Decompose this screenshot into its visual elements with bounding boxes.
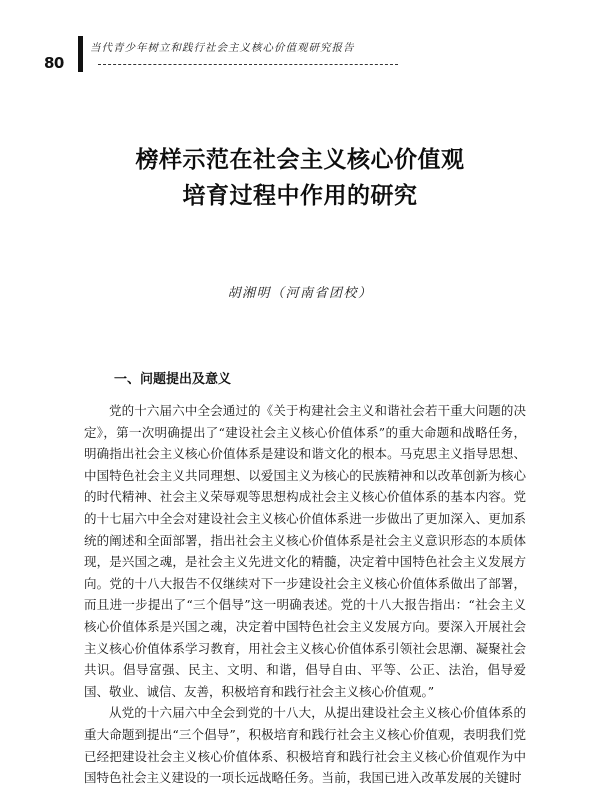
- section-heading: 一、问题提出及意义: [114, 372, 232, 387]
- title-line-2: 培育过程中作用的研究: [182, 182, 418, 209]
- title-line-1: 榜样示范在社会主义核心价值观: [135, 146, 465, 173]
- body-text: [84, 400, 526, 789]
- article-author: 胡湘明（河南省团校）: [227, 286, 373, 301]
- paragraph-1: 党的十六届六中全会通过的《关于构建社会主义和谐社会若干重大问题的决定》，第一次明确提出了“建设社会主义核心价值体系”的重大命题和战略任务，明确指出社会主义核心价值体系是建设和谐文化的根本。马克思主义指导思想、中国特色社会主义共同理想、以爱国主义为核心的民族精神和以改革创新为核心的时代精神、社会主义荣辱观等思想构成社会主义核心价值体系的基本内容。党的十七届六中全会对建设社会主义核心价值体系进一步做出了更加深入、更加系统的阐述和全面部署，指出社会主义核心价值体系是社会主义意识形态的本质体现，是兴国之魂，是社会主义先进文化的精髓，决定着中国特色社会主义发展方向。党的十八大报告不仅继续对下一步建设社会主义核心价值体系做出了部署，而且进一步提出了“三个倡导”这一明确表述。党的十八大报告指出：“社会主义核心价值体系是兴国之魂，决定着中国特色社会主义发展方向。要深入开展社会主义核心价值体系学习教育，用社会主义核心价值体系引领社会思潮、凝聚社会共识。倡导富强、民主、文明、和谐，倡导自由、平等、公正、法治，倡导爱国、敬业、诚信、友善，积极培育和践行社会主义核心价值观。”: [84, 403, 526, 699]
- header-marker-bar: [78, 36, 83, 72]
- article-title: [0, 142, 600, 214]
- page-number: 80: [44, 54, 64, 72]
- running-header: 当代青少年树立和践行社会主义核心价值观研究报告: [90, 42, 355, 54]
- header-rule: [98, 64, 398, 66]
- paragraph-2: 从党的十六届六中全会到党的十八大，从提出建设社会主义核心价值体系的重大命题到提出“三个倡导”，积极培育和践行社会主义核心价值观，表明我们党已经把建设社会主义核心价值体系、积极培育和践行社会主义核心价值观作为中国特色社会主义建设的一项长远战略任务。当前，我国已进入改革发展的关键时: [84, 705, 526, 786]
